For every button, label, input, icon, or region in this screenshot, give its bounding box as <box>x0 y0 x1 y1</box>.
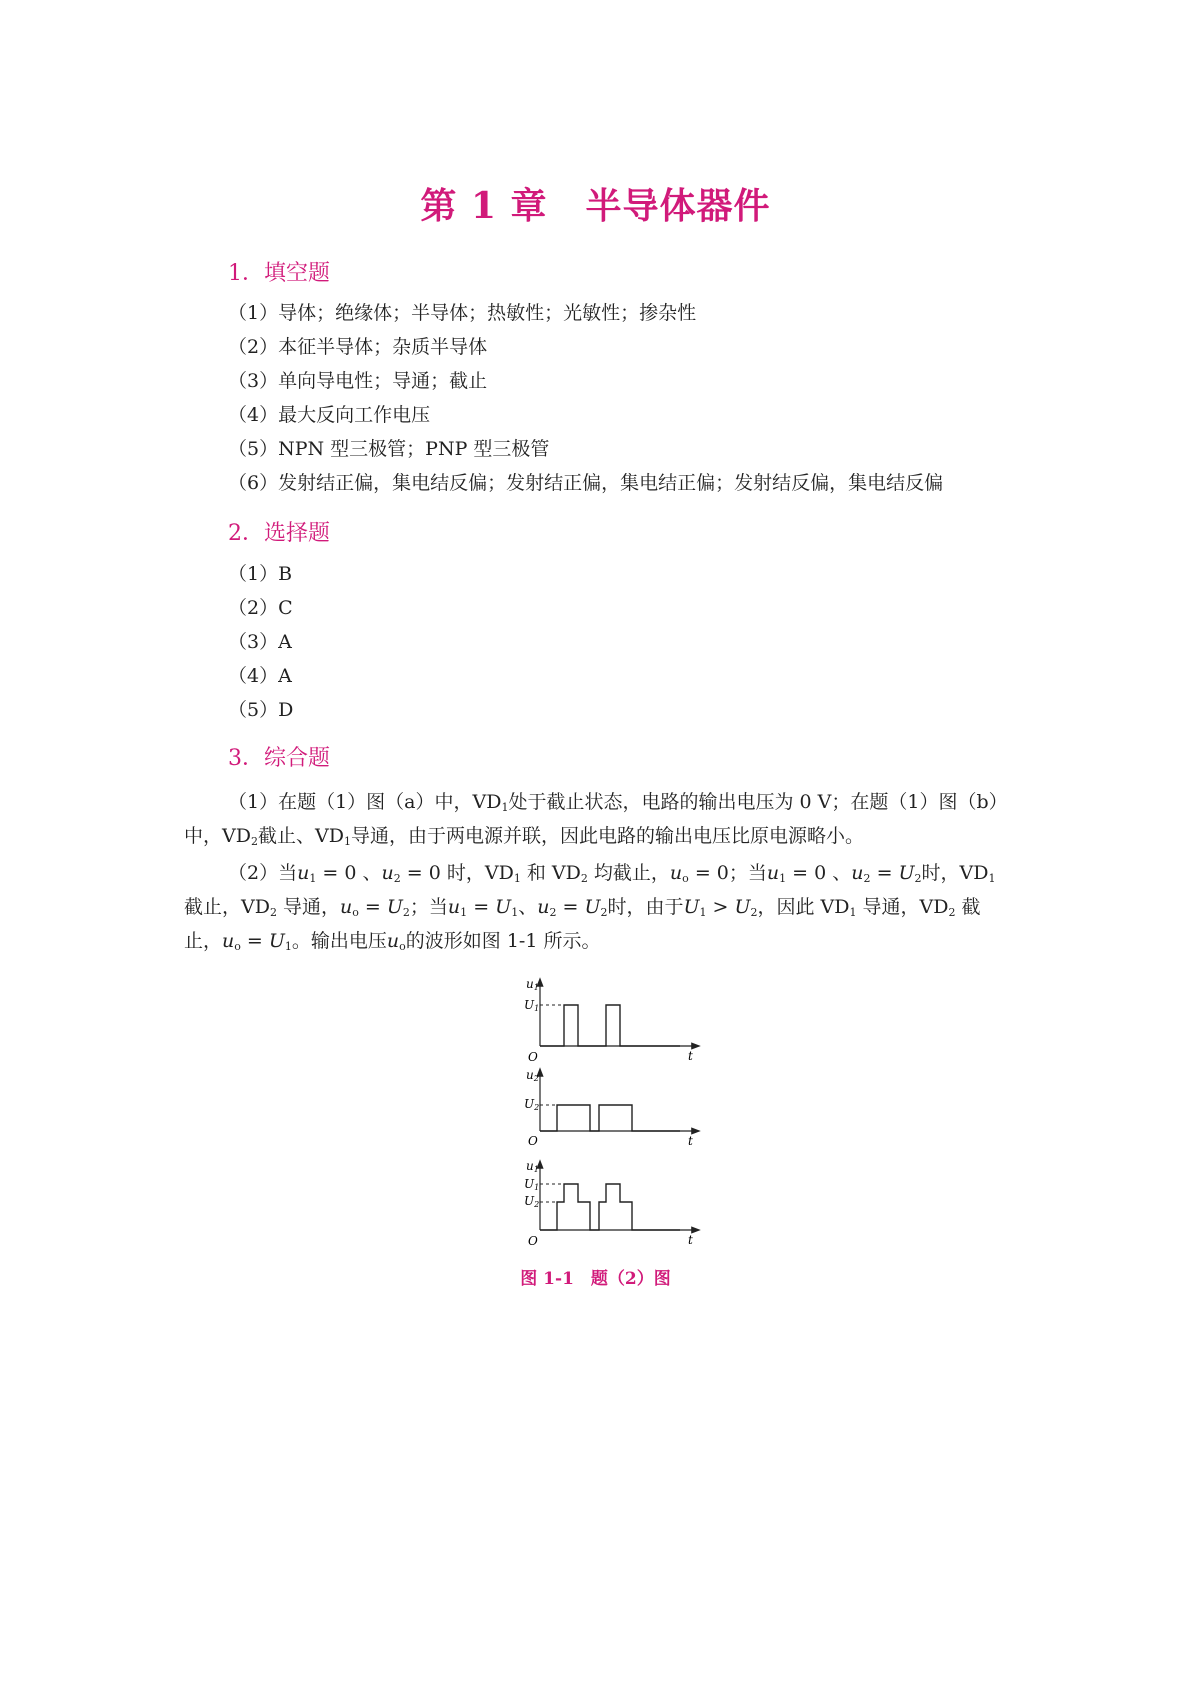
x-axis-label: t <box>688 1233 693 1247</box>
level1-label: U1 <box>524 1177 540 1192</box>
panel-u1 <box>524 977 696 1064</box>
chapter-title <box>0 178 1191 229</box>
level-label: U2 <box>524 1097 540 1112</box>
chapter-number: 第 1 章 <box>420 185 548 227</box>
y-axis-label: u1 <box>526 977 539 992</box>
panel-u2 <box>524 1068 696 1148</box>
answer-line: （2）本征半导体；杂质半导体 <box>228 336 488 358</box>
section-heading-choice: 2．选择题 <box>228 521 330 546</box>
answer-line: （1）B <box>228 563 293 585</box>
x-axis-label: t <box>688 1134 693 1148</box>
answer-line: （2）C <box>228 597 293 619</box>
level2-label: U2 <box>524 1194 540 1209</box>
chapter-name: 半导体器件 <box>585 185 771 227</box>
composite-paragraph-1: （1）在题（1）图（a）中，$VD_1$处于截止状态，电路的输出电压为 0 V；在题（1）图（b）中，$VD_2$截止、$VD_1$导通，由于两电源并联，因此电路的输出电压比原电源略小。 <box>184 791 1008 848</box>
x-axis-label: t <box>688 1049 693 1063</box>
waveform-output <box>540 1184 680 1230</box>
section-heading-fill-blank: 1．填空题 <box>228 261 330 286</box>
waveform-u2 <box>540 1105 680 1131</box>
y-axis-label: u2 <box>526 1068 539 1083</box>
level-label: U1 <box>524 998 540 1013</box>
answer-line: （4）最大反向工作电压 <box>228 404 431 426</box>
answer-line: （3）单向导电性；导通；截止 <box>228 370 488 392</box>
panel-output <box>524 1159 696 1248</box>
answer-line: （5）D <box>228 699 294 721</box>
answer-line: （1）导体；绝缘体；半导体；热敏性；光敏性；掺杂性 <box>228 302 697 324</box>
figure-caption: 图 1-1 题（2）图 <box>520 1269 671 1289</box>
answer-line: （5）NPN 型三极管；PNP 型三极管 <box>228 438 550 460</box>
y-axis-label: u1 <box>526 1159 539 1174</box>
answer-line: （6）发射结正偏，集电结反偏；发射结正偏，集电结正偏；发射结反偏，集电结反偏 <box>228 472 944 494</box>
origin-label: O <box>528 1234 538 1248</box>
answer-line: （4）A <box>228 665 292 687</box>
answer-line: （3）A <box>228 631 292 653</box>
waveform-figure <box>520 974 720 1254</box>
waveform-u1 <box>540 1005 680 1046</box>
section-heading-composite: 3．综合题 <box>228 746 330 771</box>
origin-label: O <box>528 1050 538 1064</box>
origin-label: O <box>528 1134 538 1148</box>
composite-paragraph-2: （2）当$u_1 = 0$ 、$u_2 = 0$ 时，$VD_1$ 和 $VD_2$ 均截止，$u_o = 0$；当$u_1 = 0$ 、$u_2 = U_2$时，$VD_1$ 截止，$VD_2$ 导通，$u_o = U_2$；当$u_1 = U_1$、$u_2 = U_2$时，由于$U_1 > U_2$，因此 $VD_1$ 导通，$VD_2$ 截止，$u_o = U_1$。输出电压$u_o$的波形如图 1-1 所示。 <box>184 862 996 953</box>
waveform-diagram <box>520 974 720 1254</box>
